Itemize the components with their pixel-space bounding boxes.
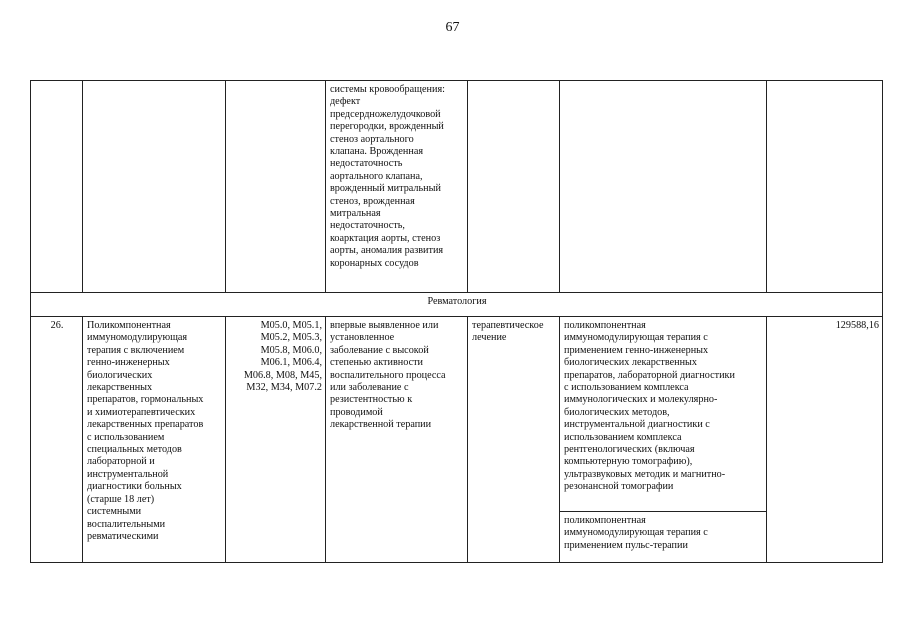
cell-entry-method-2: поликомпонентная иммуномодулирующая терапия с применением пульс-терапии [560,512,767,563]
cell-name-empty [83,81,226,293]
cell-entry-treatment-type: терапевтическое лечение [468,317,560,563]
cell-number-empty [31,81,83,293]
table-row-continued [31,81,883,293]
cell-entry-price: 129588,16 [767,317,883,563]
page-number: 67 [445,20,460,35]
cell-price-empty [767,81,883,293]
cell-entry-number: 26. [31,317,83,563]
table-row-entry-26 [31,317,883,512]
cell-method-empty [560,81,767,293]
cell-codes-empty [226,81,326,293]
cell-treatment-type-empty [468,81,560,293]
cell-disease-continued: системы кровообращения: дефект предсердножелудочковой перегородки, врожденный стеноз аортального клапана. Врожденная недостаточность аортального клапана, врожденный митральный стеноз, врожденная митральная недостаточность, коарктация аорты, стеноз аорты, аномалия развития коронарных сосудов [326,81,468,293]
section-title: Ревматология [31,293,883,317]
cell-entry-name: Поликомпонентная иммуномодулирующая терапия с включением генно-инженерных биологических лекарственных препаратов, гормональных и химиотерапевтических лекарственных препаратов с использованием специальных методов лабораторной и инструментальной диагностики больных (старше 18 лет) системными воспалительными ревматическими [83,317,226,563]
medical-care-table [30,80,883,563]
cell-entry-disease: впервые выявленное или установленное заболевание с высокой степенью активности воспалительного процесса или заболевание с резистентностью к проводимой лекарственной терапии [326,317,468,563]
section-header-row [31,293,883,317]
cell-entry-method-1: поликомпонентная иммуномодулирующая терапия с применением генно-инженерных биологических лекарственных препаратов, лабораторной диагностики с использованием комплекса иммунологических и молекулярно- биологических методов, инструментальной диагностики с использованием комплекса рентгенологических (включая компьютерную томографию), ультразвуковых методик и магнитно- резонансной томографии [560,317,767,512]
cell-entry-codes: M05.0, M05.1, M05.2, M05.3, M05.8, M06.0, M06.1, M06.4, M06.8, M08, M45, M32, M34, M07.2 [226,317,326,563]
